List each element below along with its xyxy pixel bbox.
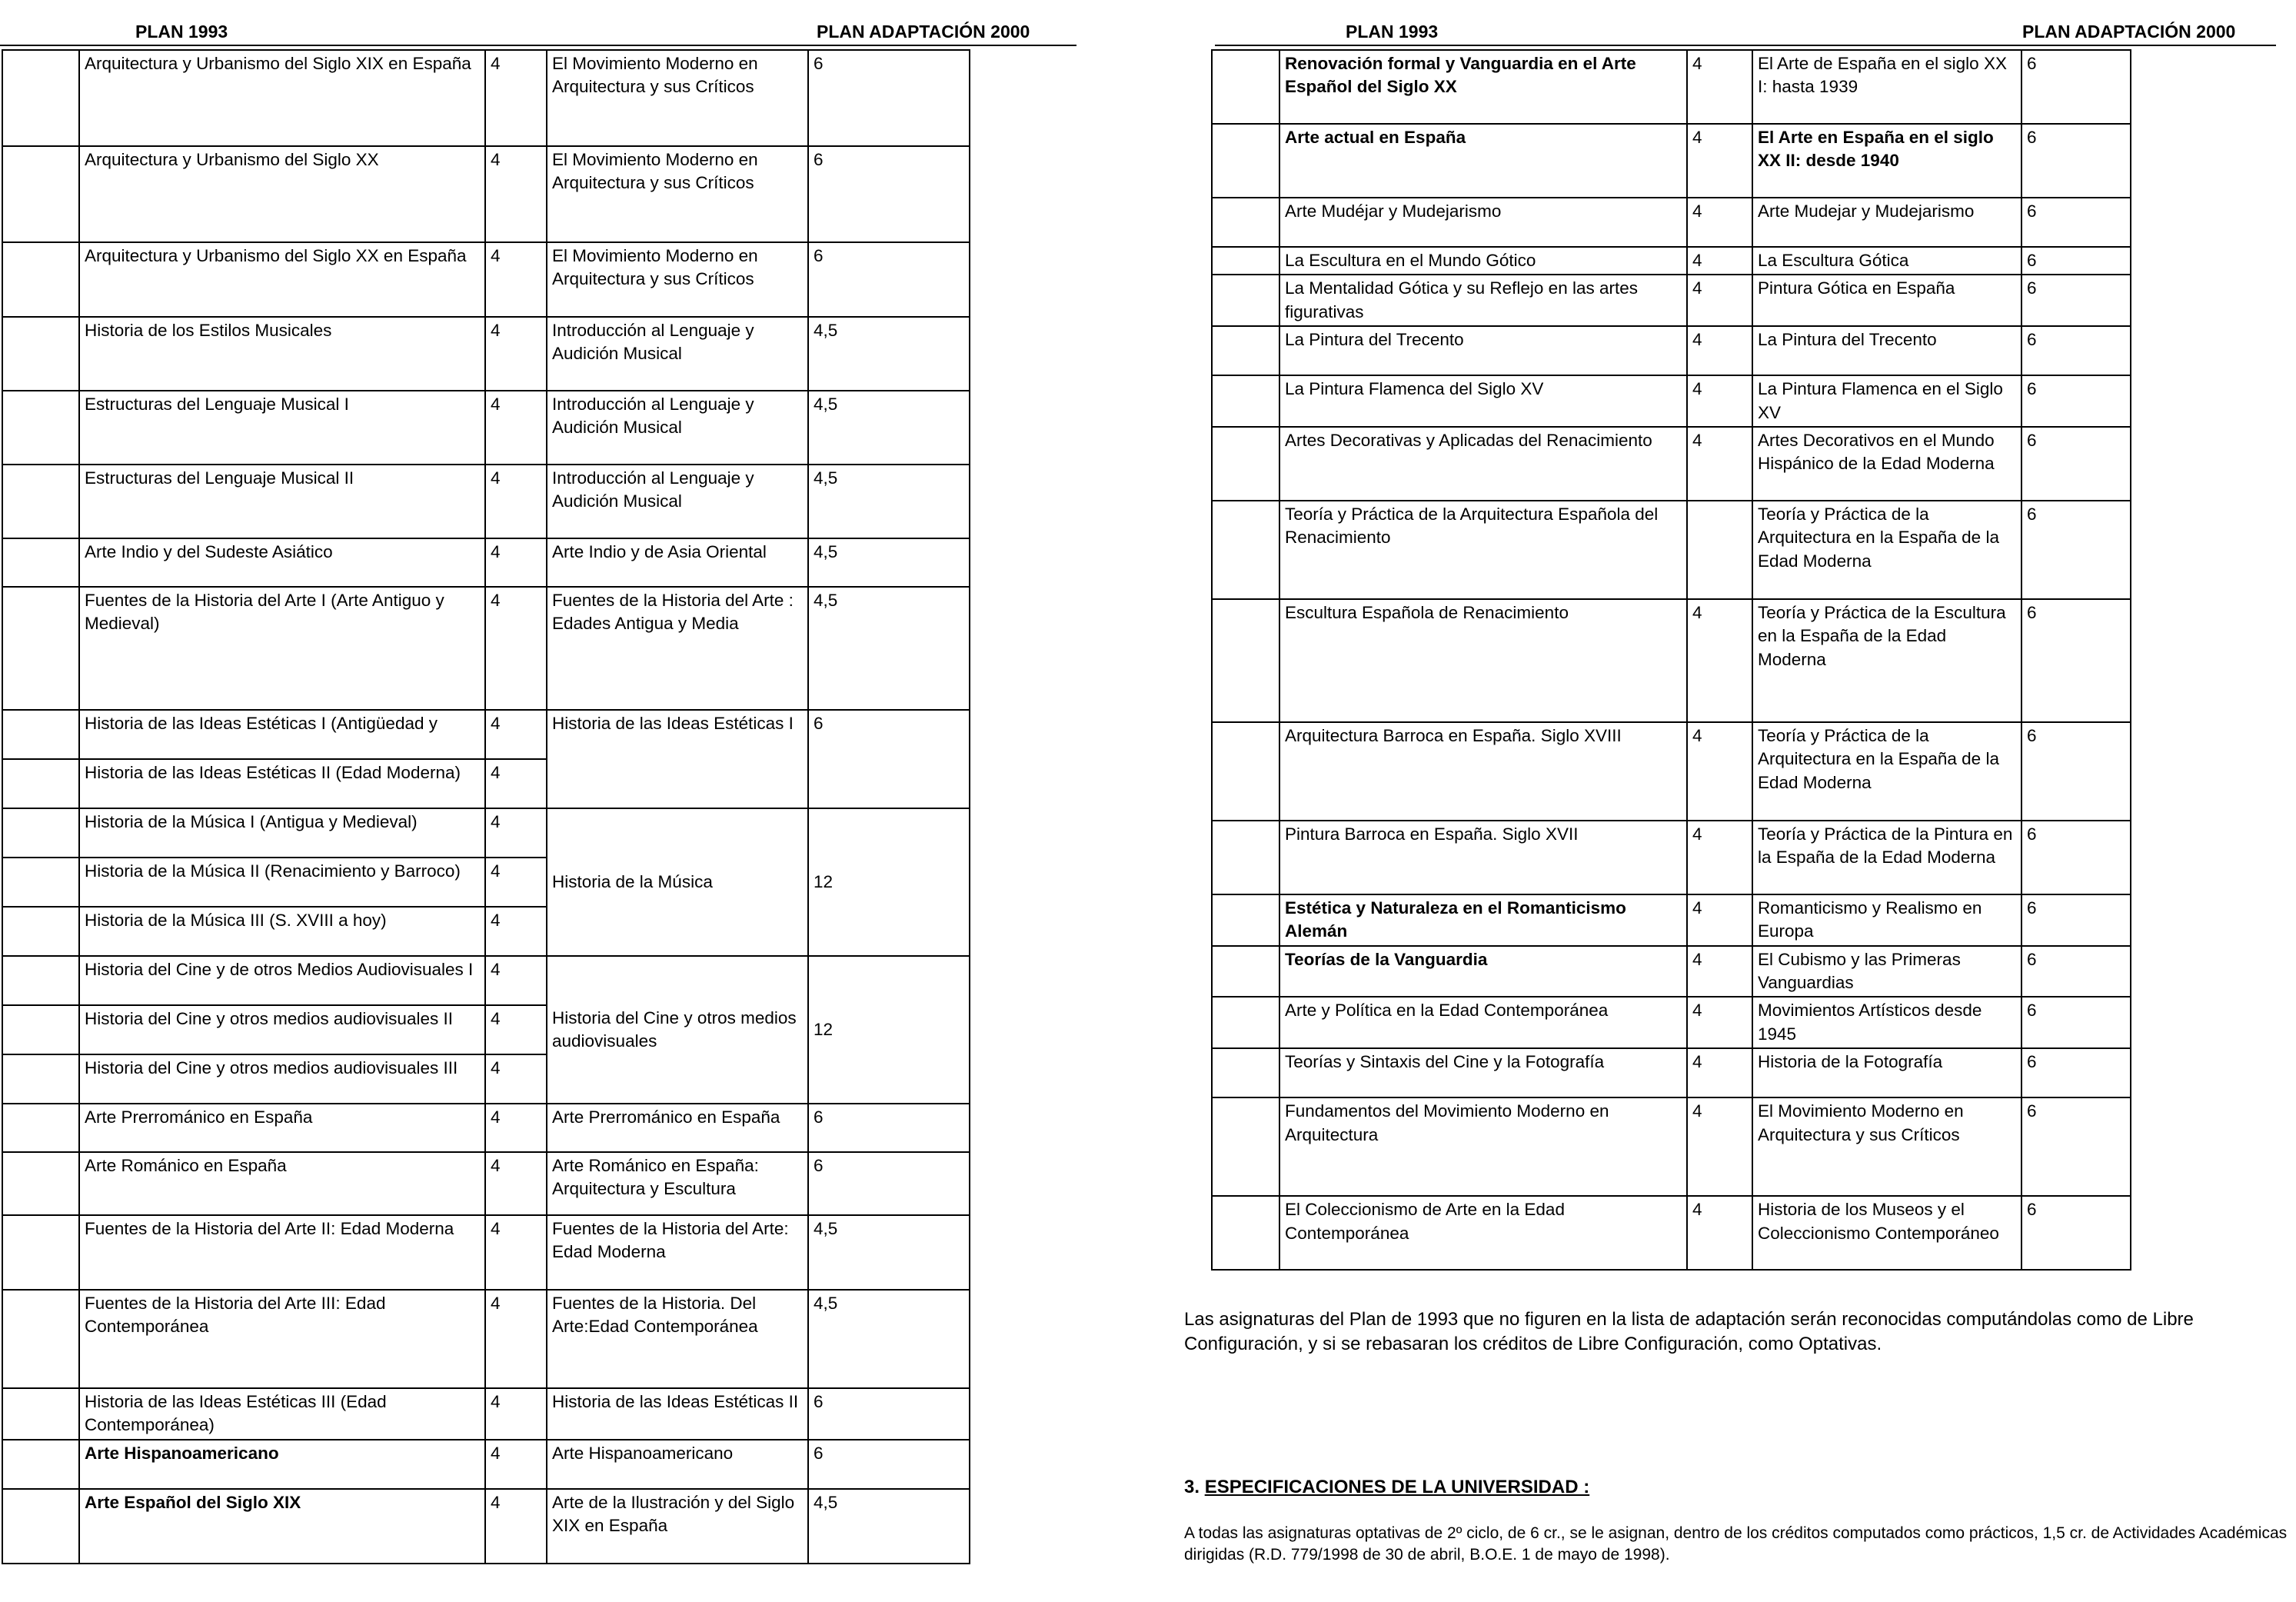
plan-1993-subject: La Pintura Flamenca del Siglo XV [1279,375,1687,427]
plan-2000-subject: Historia de las Ideas Estéticas II [547,1388,808,1440]
plan-2000-subject: El Movimiento Moderno en Arquitectura y sus Críticos [1752,1097,2021,1196]
table-row [2,1290,970,1388]
plan-1993-subject: Arquitectura y Urbanismo del Siglo XIX en España [79,50,485,146]
section-title: ESPECIFICACIONES DE LA UNIVERSIDAD : [1204,1477,1590,1497]
plan-1993-credits: 4 [485,1215,547,1290]
plan-1993-credits: 4 [1687,997,1752,1048]
plan-2000-subject: El Arte de España en el siglo XX I: hasta 1939 [1752,50,2021,124]
plan-1993-subject: Estructuras del Lenguaje Musical II [79,465,485,538]
row-margin-cell [1212,821,1279,894]
plan-1993-subject: Arte Mudéjar y Mudejarismo [1279,198,1687,247]
plan-2000-subject: Arte Románico en España: Arquitectura y Escultura [547,1152,808,1215]
row-margin-cell [1212,198,1279,247]
plan-2000-subject: Historia de los Museos y el Coleccionismo Contemporáneo [1752,1196,2021,1270]
plan-1993-subject: Renovación formal y Vanguardia en el Arte Español del Siglo XX [1279,50,1687,124]
plan-2000-credits: 4,5 [808,1215,970,1290]
university-specification: A todas las asignaturas optativas de 2º ciclo, de 6 cr., se le asignan, dentro de los créditos computados como prácticos, 1,5 cr. de Actividades Académicas dirigidas (R.D. 779/1998 de 30 de abril, B.O.E. 1 de mayo de 1998). [1184,1524,2288,1564]
plan-1993-subject: El Coleccionismo de Arte en la Edad Contemporánea [1279,1196,1687,1270]
plan-2000-subject: Arte Hispanoamericano [547,1440,808,1489]
plan-2000-subject: El Movimiento Moderno en Arquitectura y sus Críticos [547,242,808,317]
plan-2000-subject: Teoría y Práctica de la Pintura en la España de la Edad Moderna [1752,821,2021,894]
plan-1993-credits: 4 [485,710,547,759]
plan-1993-credits: 4 [485,1005,547,1054]
plan-1993-credits: 4 [1687,427,1752,501]
row-margin-cell [2,1440,79,1489]
plan-1993-credits: 4 [1687,247,1752,275]
row-margin-cell [2,317,79,391]
table-row [2,465,970,538]
plan-2000-credits: 6 [808,242,970,317]
row-margin-cell [2,242,79,317]
plan-1993-credits: 4 [1687,326,1752,375]
plan-1993-credits: 4 [485,391,547,465]
plan-2000-subject: El Movimiento Moderno en Arquitectura y sus Críticos [547,50,808,146]
plan-2000-credits: 6 [2021,1097,2131,1196]
table-row [2,1489,970,1564]
plan-2000-credits: 6 [2021,1048,2131,1097]
row-margin-cell [2,1489,79,1564]
table-row [1212,1097,2131,1196]
plan-2000-subject: Fuentes de la Historia del Arte: Edad Moderna [547,1215,808,1290]
plan-1993-subject: Teoría y Práctica de la Arquitectura Española del Renacimiento [1279,501,1687,599]
plan-2000-subject: Introducción al Lenguaje y Audición Musical [547,391,808,465]
row-margin-cell [1212,946,1279,998]
plan-2000-credits: 6 [2021,946,2131,998]
table-row [1212,198,2131,247]
plan-2000-subject: Arte Indio y de Asia Oriental [547,538,808,587]
table-row [2,1440,970,1489]
plan-1993-subject: Teorías de la Vanguardia [1279,946,1687,998]
plan-1993-subject: Historia de las Ideas Estéticas II (Edad Moderna) [79,759,485,808]
row-margin-cell [2,1005,79,1054]
plan-1993-subject: Arte Indio y del Sudeste Asiático [79,538,485,587]
table-row [2,1215,970,1290]
plan-1993-credits: 4 [1687,1097,1752,1196]
table-row [2,710,970,759]
plan-2000-subject: Arte Prerrománico en España [547,1104,808,1152]
plan-1993-subject: Historia del Cine y otros medios audiovisuales III [79,1054,485,1104]
plan-2000-subject: Fuentes de la Historia. Del Arte:Edad Contemporánea [547,1290,808,1388]
row-margin-cell [2,50,79,146]
plan-1993-credits: 4 [485,759,547,808]
plan-2000-credits: 6 [2021,821,2131,894]
row-margin-cell [2,858,79,907]
plan-2000-subject: Arte de la Ilustración y del Siglo XIX en España [547,1489,808,1564]
plan-1993-subject: Historia de las Ideas Estéticas I (Antigüedad y [79,710,485,759]
row-margin-cell [1212,247,1279,275]
row-margin-cell [1212,124,1279,198]
row-margin-cell [1212,326,1279,375]
plan-1993-credits: 4 [1687,599,1752,722]
row-margin-cell [2,710,79,759]
plan-1993-credits: 4 [485,317,547,391]
plan-1993-credits: 4 [485,1440,547,1489]
plan-1993-subject: Historia de las Ideas Estéticas III (Edad Contemporánea) [79,1388,485,1440]
row-margin-cell [2,759,79,808]
plan-1993-credits: 4 [1687,275,1752,326]
plan-1993-credits: 4 [1687,50,1752,124]
table-row [2,50,970,146]
plan-1993-credits: 4 [485,1152,547,1215]
plan-2000-subject: La Escultura Gótica [1752,247,2021,275]
plan-2000-credits: 4,5 [808,538,970,587]
plan-1993-subject: Escultura Española de Renacimiento [1279,599,1687,722]
plan-2000-credits: 6 [2021,894,2131,946]
left-header-plan-1993: PLAN 1993 [135,22,228,42]
plan-2000-subject: Historia de la Música [547,808,808,956]
plan-1993-subject: Arte Prerrománico en España [79,1104,485,1152]
plan-2000-subject: Artes Decorativos en el Mundo Hispánico de la Edad Moderna [1752,427,2021,501]
plan-2000-credits: 4,5 [808,391,970,465]
table-row [2,1388,970,1440]
table-row [1212,427,2131,501]
right-header-plan-1993: PLAN 1993 [1346,22,1439,42]
plan-1993-subject: Artes Decorativas y Aplicadas del Renacimiento [1279,427,1687,501]
table-row [2,146,970,242]
row-margin-cell [2,1054,79,1104]
left-header-plan-2000: PLAN ADAPTACIÓN 2000 [817,22,1030,42]
plan-1993-subject: Arte Hispanoamericano [79,1440,485,1489]
plan-1993-credits: 4 [485,1290,547,1388]
row-margin-cell [2,808,79,858]
table-row [1212,247,2131,275]
plan-1993-subject: Arquitectura y Urbanismo del Siglo XX en España [79,242,485,317]
table-row [2,808,970,858]
plan-1993-credits: 4 [485,956,547,1005]
plan-2000-credits: 4,5 [808,587,970,710]
plan-2000-subject: La Pintura del Trecento [1752,326,2021,375]
plan-2000-credits: 6 [2021,427,2131,501]
table-row [1212,599,2131,722]
plan-1993-credits: 4 [485,1489,547,1564]
plan-1993-credits: 4 [485,1104,547,1152]
plan-2000-subject: La Pintura Flamenca en el Siglo XV [1752,375,2021,427]
row-margin-cell [1212,375,1279,427]
plan-2000-subject: El Movimiento Moderno en Arquitectura y sus Críticos [547,146,808,242]
plan-2000-subject: El Cubismo y las Primeras Vanguardias [1752,946,2021,998]
table-row [2,538,970,587]
row-margin-cell [2,1290,79,1388]
plan-1993-subject: Historia de la Música I (Antigua y Medieval) [79,808,485,858]
plan-2000-subject: Historia de la Fotografía [1752,1048,2021,1097]
plan-1993-subject: Arte Románico en España [79,1152,485,1215]
plan-1993-subject: Fuentes de la Historia del Arte II: Edad Moderna [79,1215,485,1290]
table-row [1212,722,2131,821]
table-row [2,391,970,465]
row-margin-cell [2,146,79,242]
left-adaptation-table [2,49,970,1564]
plan-2000-credits: 4,5 [808,1290,970,1388]
plan-1993-subject: Historia del Cine y de otros Medios Audiovisuales I [79,956,485,1005]
plan-1993-subject: Historia de los Estilos Musicales [79,317,485,391]
plan-1993-subject: Fundamentos del Movimiento Moderno en Arquitectura [1279,1097,1687,1196]
plan-1993-credits: 4 [1687,821,1752,894]
plan-1993-credits: 4 [1687,722,1752,821]
left-header-rule [0,45,1076,46]
table-row [1212,1048,2131,1097]
plan-1993-credits: 4 [485,858,547,907]
row-margin-cell [2,391,79,465]
plan-1993-credits: 4 [485,50,547,146]
row-margin-cell [1212,1196,1279,1270]
table-row [1212,50,2131,124]
plan-2000-subject: Movimientos Artísticos desde 1945 [1752,997,2021,1048]
table-row [1212,275,2131,326]
plan-2000-credits: 6 [2021,198,2131,247]
plan-1993-credits [1687,501,1752,599]
table-row [1212,997,2131,1048]
plan-2000-credits: 4,5 [808,317,970,391]
plan-2000-credits: 6 [2021,599,2131,722]
table-row [1212,501,2131,599]
row-margin-cell [1212,997,1279,1048]
plan-2000-credits: 6 [808,1440,970,1489]
plan-1993-credits: 4 [485,907,547,956]
row-margin-cell [1212,1048,1279,1097]
table-row [2,1104,970,1152]
plan-2000-credits: 12 [808,956,970,1104]
plan-2000-credits: 6 [808,710,970,808]
plan-1993-subject: Historia de la Música III (S. XVIII a hoy) [79,907,485,956]
row-margin-cell [2,587,79,710]
plan-1993-subject: Estética y Naturaleza en el Romanticismo Alemán [1279,894,1687,946]
plan-2000-credits: 6 [2021,1196,2131,1270]
plan-2000-credits: 6 [2021,275,2131,326]
plan-1993-subject: Fuentes de la Historia del Arte III: Edad Contemporánea [79,1290,485,1388]
plan-1993-credits: 4 [485,587,547,710]
plan-1993-subject: Arquitectura y Urbanismo del Siglo XX [79,146,485,242]
plan-1993-credits: 4 [1687,1048,1752,1097]
plan-1993-credits: 4 [485,808,547,858]
row-margin-cell [1212,50,1279,124]
plan-2000-credits: 6 [808,1152,970,1215]
right-adaptation-table [1211,49,2131,1271]
plan-2000-subject: Romanticismo y Realismo en Europa [1752,894,2021,946]
plan-2000-subject: Introducción al Lenguaje y Audición Musical [547,465,808,538]
table-row [1212,946,2131,998]
row-margin-cell [2,1388,79,1440]
plan-2000-credits: 6 [2021,326,2131,375]
plan-1993-credits: 4 [1687,1196,1752,1270]
section-heading [1184,1477,1589,1498]
row-margin-cell [2,1152,79,1215]
table-row [1212,1196,2131,1270]
plan-2000-credits: 6 [2021,997,2131,1048]
row-margin-cell [2,1215,79,1290]
plan-1993-subject: La Pintura del Trecento [1279,326,1687,375]
plan-1993-credits: 4 [485,1054,547,1104]
plan-2000-credits: 6 [2021,124,2131,198]
plan-2000-subject: Teoría y Práctica de la Arquitectura en la España de la Edad Moderna [1752,501,2021,599]
table-row [1212,375,2131,427]
table-row [1212,326,2131,375]
plan-2000-credits: 6 [2021,501,2131,599]
plan-1993-subject: Historia de la Música II (Renacimiento y Barroco) [79,858,485,907]
row-margin-cell [2,1104,79,1152]
table-row [2,956,970,1005]
row-margin-cell [1212,501,1279,599]
plan-2000-subject: El Arte en España en el siglo XX II: desde 1940 [1752,124,2021,198]
plan-1993-credits: 4 [485,146,547,242]
row-margin-cell [2,538,79,587]
plan-1993-credits: 4 [485,465,547,538]
plan-2000-credits: 6 [2021,375,2131,427]
plan-2000-subject: Introducción al Lenguaje y Audición Musical [547,317,808,391]
plan-1993-subject: La Escultura en el Mundo Gótico [1279,247,1687,275]
table-row [1212,124,2131,198]
plan-1993-subject: Historia del Cine y otros medios audiovisuales II [79,1005,485,1054]
plan-1993-subject: Fuentes de la Historia del Arte I (Arte Antiguo y Medieval) [79,587,485,710]
plan-1993-credits: 4 [1687,198,1752,247]
plan-2000-subject: Historia de las Ideas Estéticas I [547,710,808,808]
plan-1993-credits: 4 [485,538,547,587]
plan-2000-credits: 6 [808,146,970,242]
row-margin-cell [1212,1097,1279,1196]
row-margin-cell [2,465,79,538]
plan-1993-subject: Teorías y Sintaxis del Cine y la Fotografía [1279,1048,1687,1097]
row-margin-cell [1212,722,1279,821]
table-row [2,587,970,710]
plan-1993-credits: 4 [485,242,547,317]
plan-1993-subject: Arte y Política en la Edad Contemporánea [1279,997,1687,1048]
table-row [2,1152,970,1215]
plan-2000-subject: Historia del Cine y otros medios audiovisuales [547,956,808,1104]
plan-1993-credits: 4 [1687,894,1752,946]
plan-2000-credits: 6 [2021,722,2131,821]
row-margin-cell [1212,427,1279,501]
plan-1993-subject: La Mentalidad Gótica y su Reflejo en las artes figurativas [1279,275,1687,326]
plan-2000-credits: 6 [808,1104,970,1152]
plan-2000-subject: Teoría y Práctica de la Arquitectura en la España de la Edad Moderna [1752,722,2021,821]
plan-1993-subject: Arquitectura Barroca en España. Siglo XVIII [1279,722,1687,821]
section-number: 3. [1184,1477,1200,1497]
plan-1993-subject: Arte actual en España [1279,124,1687,198]
plan-2000-credits: 4,5 [808,1489,970,1564]
plan-2000-credits: 6 [808,50,970,146]
plan-1993-credits: 4 [1687,375,1752,427]
row-margin-cell [1212,599,1279,722]
plan-2000-credits: 6 [2021,247,2131,275]
plan-2000-credits: 6 [2021,50,2131,124]
row-margin-cell [2,907,79,956]
table-row [2,242,970,317]
table-row [1212,821,2131,894]
row-margin-cell [1212,894,1279,946]
plan-1993-credits: 4 [1687,946,1752,998]
plan-1993-subject: Arte Español del Siglo XIX [79,1489,485,1564]
plan-1993-subject: Estructuras del Lenguaje Musical I [79,391,485,465]
table-row [2,317,970,391]
plan-1993-credits: 4 [485,1388,547,1440]
row-margin-cell [1212,275,1279,326]
plan-2000-credits: 12 [808,808,970,956]
plan-1993-subject: Pintura Barroca en España. Siglo XVII [1279,821,1687,894]
plan-2000-subject: Pintura Gótica en España [1752,275,2021,326]
plan-2000-subject: Teoría y Práctica de la Escultura en la España de la Edad Moderna [1752,599,2021,722]
plan-2000-credits: 6 [808,1388,970,1440]
table-row [1212,894,2131,946]
plan-1993-credits: 4 [1687,124,1752,198]
right-header-rule [1215,45,2276,46]
plan-2000-credits: 4,5 [808,465,970,538]
right-header-plan-2000: PLAN ADAPTACIÓN 2000 [2022,22,2236,42]
row-margin-cell [2,956,79,1005]
adaptation-note: Las asignaturas del Plan de 1993 que no figuren en la lista de adaptación serán reconocidas computándolas como de Libre Configuración, y si se rebasaran los créditos de Libre Configuración, como Optativas. [1184,1309,2194,1355]
plan-2000-subject: Arte Mudejar y Mudejarismo [1752,198,2021,247]
plan-2000-subject: Fuentes de la Historia del Arte : Edades Antigua y Media [547,587,808,710]
